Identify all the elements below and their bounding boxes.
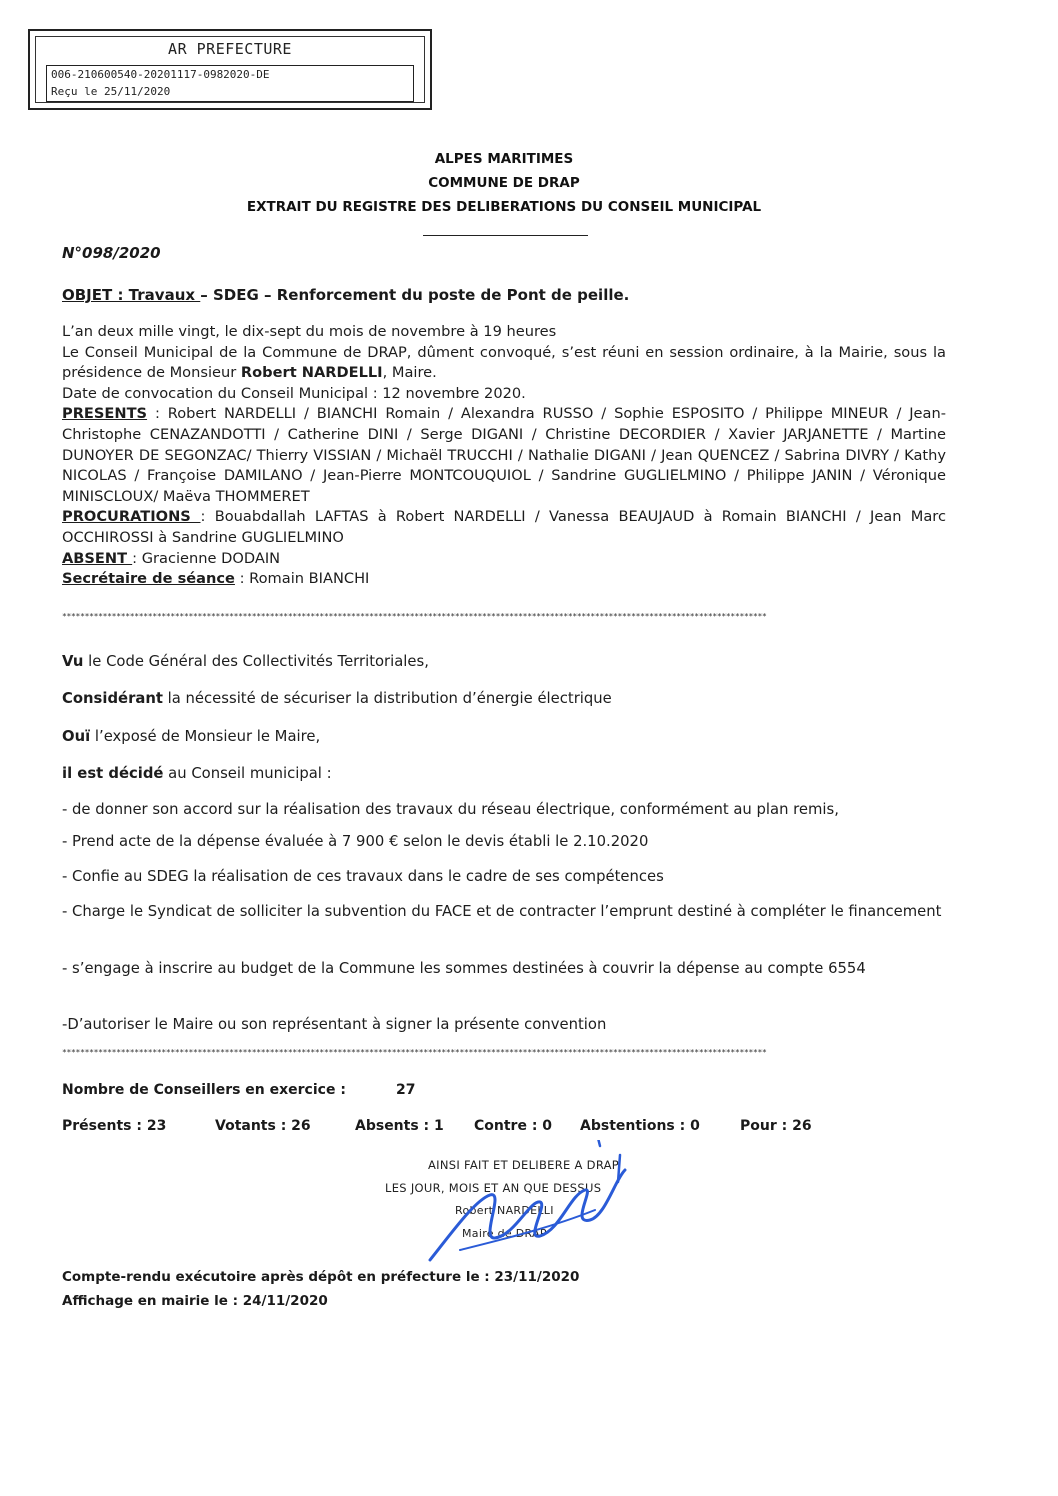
objet-line (62, 286, 629, 304)
presents-list: : Robert NARDELLI / BIANCHI Romain / Alexandra RUSSO / Sophie ESPOSITO / Philippe MINEUR / Jean-Christophe CENAZANDOTTI / Catherine DINI / Serge DIGANI / Christine DECORDIER / Xavier JARJANETTE / Martine DUNOYER DE SEGONZAC/ Thierry VISSIAN / Michaël TRUCCHI / Nathalie DIGANI / Jean QUENCEZ / Sabrina DIVRY / Kathy NICOLAS / Françoise DAMILANO / Jean-Pierre MONTCOUQUIOL / Sandrine GUGLIELMINO / Philippe JANIN / Véronique MINISCLOUX/ Maëva THOMMERET (62, 405, 946, 505)
mayor-name: Robert NARDELLI (240, 364, 383, 382)
objet-label: OBJET : Travaux (62, 286, 201, 304)
session-convocation-line (62, 343, 946, 384)
vu-paragraph (62, 652, 946, 672)
vu-bold: Vu (62, 653, 84, 670)
considerant-text: la nécessité de sécuriser la distribution d’énergie électrique (162, 690, 612, 707)
reception-stamp (28, 29, 432, 110)
header-divider (423, 235, 588, 236)
presents-label: PRESENTS (62, 405, 148, 423)
absent-paragraph (62, 549, 946, 570)
signature-line-1: AINSI FAIT ET DELIBERE A DRAP (428, 1158, 620, 1172)
decision-item-2: - Prend acte de la dépense évaluée à 7 900 € selon le devis établi le 2.10.2020 (62, 833, 649, 850)
considerant-bold: Considérant (62, 690, 163, 707)
mayor-title: , Maire. (382, 364, 437, 382)
pour-count: Pour : 26 (740, 1118, 812, 1134)
stamp-reference: 006-210600540-20201117-0982020-DE (51, 68, 270, 81)
separator-top: ************************************************************************************************************************************************************ (62, 612, 767, 621)
signature-line-2: LES JOUR, MOIS ET AN QUE DESSUS (385, 1181, 602, 1195)
vu-text: le Code Général des Collectivités Territoriales, (83, 653, 429, 670)
stamp-title: AR PREFECTURE (168, 40, 292, 58)
decision-item-4: - Charge le Syndicat de solliciter la subvention du FACE et de contracter l’emprunt destiné à compléter le financement (62, 903, 942, 920)
oui-bold: Ouï (62, 728, 91, 745)
oui-text: l’exposé de Monsieur le Maire, (90, 728, 321, 745)
department-heading: ALPES MARITIMES (434, 151, 574, 167)
absents-count: Absents : 1 (355, 1118, 444, 1134)
signature-name: Robert NARDELLI (455, 1204, 554, 1217)
absent-list: : Gracienne DODAIN (132, 549, 281, 567)
convocation-date-line: Date de convocation du Conseil Municipal : 12 novembre 2020. (62, 384, 526, 402)
stamp-details (46, 65, 414, 102)
commune-heading: COMMUNE DE DRAP (428, 175, 580, 191)
deliberation-number: N°098/2020 (62, 244, 161, 262)
register-heading: EXTRAIT DU REGISTRE DES DELIBERATIONS DU CONSEIL MUNICIPAL (246, 199, 762, 215)
secretaire-name: : Romain BIANCHI (234, 570, 370, 588)
stamp-received-date: Reçu le 25/11/2020 (51, 85, 171, 98)
session-date-line: L’an deux mille vingt, le dix-sept du mois de novembre à 19 heures (62, 323, 557, 340)
decision-item-6: -D’autoriser le Maire ou son représentant à signer la présente convention (62, 1016, 607, 1033)
session-intro (62, 322, 946, 590)
objet-text: – SDEG – Renforcement du poste de Pont de peille. (200, 286, 630, 304)
votants-count: Votants : 26 (215, 1118, 311, 1134)
convocation-text: Le Conseil Municipal de la Commune de DRAP, dûment convoqué, s’est réuni en session ordinaire, à la Mairie, sous la présidence de Monsieur (62, 343, 946, 382)
secretaire-label: Secrétaire de séance (62, 570, 235, 588)
executoire-line: Compte-rendu exécutoire après dépôt en préfecture le : 23/11/2020 (62, 1269, 580, 1285)
procurations-paragraph (62, 507, 946, 548)
contre-count: Contre : 0 (474, 1118, 553, 1134)
oui-paragraph (62, 727, 946, 747)
considerant-paragraph (62, 689, 946, 709)
abstentions-count: Abstentions : 0 (580, 1118, 700, 1134)
absent-label: ABSENT (62, 549, 133, 567)
procurations-label: PROCURATIONS (62, 508, 201, 526)
decide-bold: il est décidé (62, 765, 164, 782)
stamp-inner-frame (35, 36, 425, 103)
conseillers-value: 27 (396, 1082, 416, 1098)
decide-paragraph (62, 764, 946, 784)
presents-paragraph (62, 404, 946, 507)
decide-text: au Conseil municipal : (163, 765, 332, 782)
mayor-signature-icon (420, 1140, 640, 1270)
affichage-line: Affichage en mairie le : 24/11/2020 (62, 1293, 328, 1309)
decision-item-3: - Confie au SDEG la réalisation de ces travaux dans le cadre de ses compétences (62, 868, 664, 885)
signature-role: Maire de DRAP (462, 1227, 547, 1240)
conseillers-label: Nombre de Conseillers en exercice : (62, 1082, 346, 1098)
procurations-list: : Bouabdallah LAFTAS à Robert NARDELLI / Vanessa BEAUJAUD à Romain BIANCHI / Jean Marc OCCHIROSSI à Sandrine GUGLIELMINO (62, 508, 946, 546)
secretaire-paragraph (62, 569, 946, 590)
separator-bottom: ************************************************************************************************************************************************************ (62, 1048, 767, 1057)
decision-item-5: - s’engage à inscrire au budget de la Commune les sommes destinées à couvrir la dépense au compte 6554 (62, 960, 866, 977)
decision-item-1: - de donner son accord sur la réalisation des travaux du réseau électrique, conformément au plan remis, (62, 801, 839, 818)
presents-count: Présents : 23 (62, 1118, 167, 1134)
